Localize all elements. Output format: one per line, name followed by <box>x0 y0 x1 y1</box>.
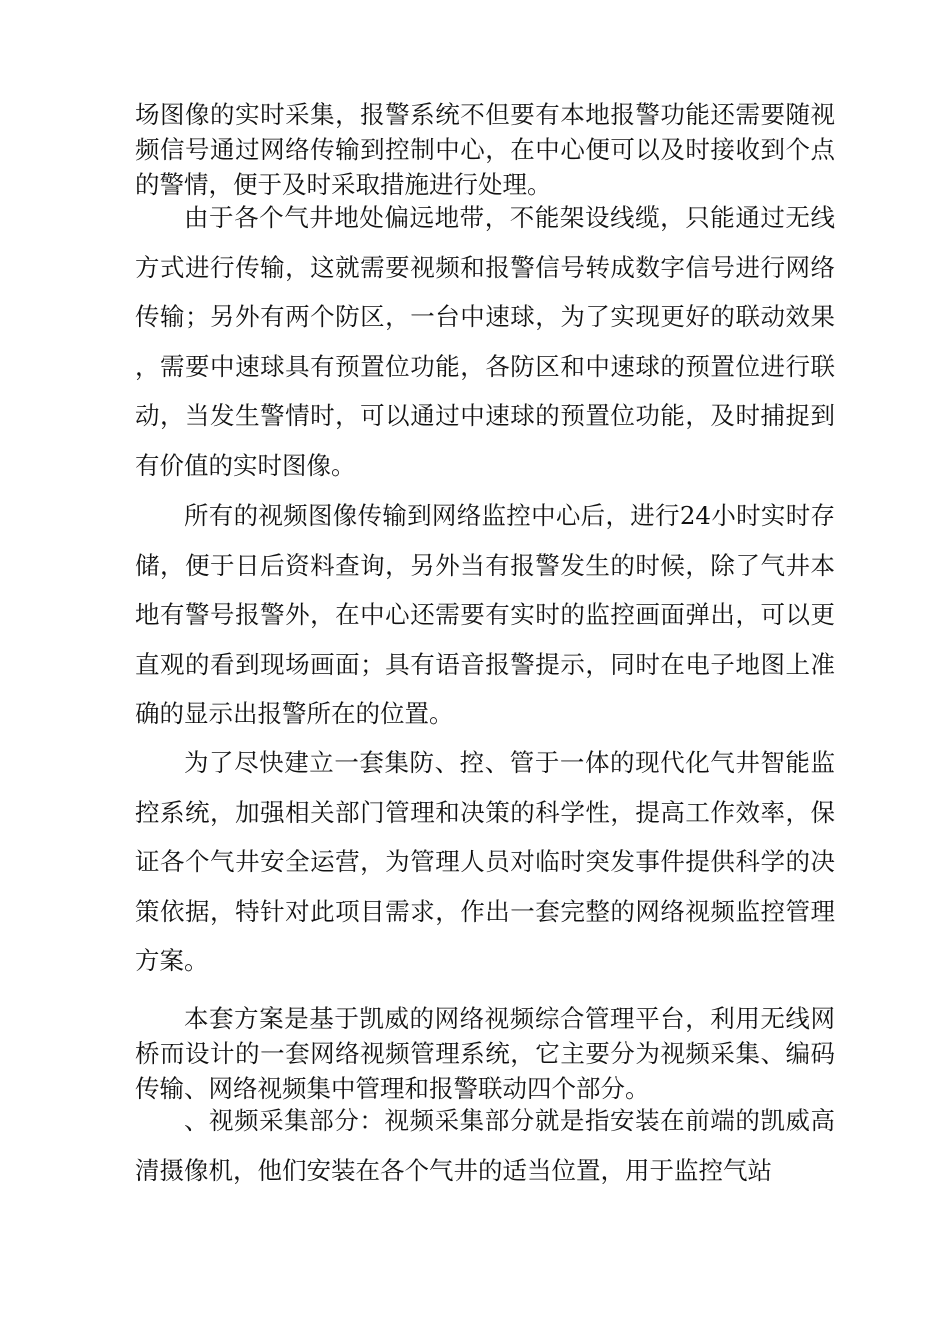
paragraph-video-capture: 、视频采集部分：视频采集部分就是指安装在前端的凯威高清摄像机，他们安装在各个气井的适当位置，用于监控气站 <box>135 1106 835 1185</box>
paragraph-alarm-transmission: 场图像的实时采集，报警系统不但要有本地报警功能还需要随视频信号通过网络传输到控制中心，在中心便可以及时接收到个点的警情，便于及时采取措施进行处理。 <box>135 100 835 199</box>
paragraph-storage-and-alarm: 所有的视频图像传输到网络监控中心后，进行24小时实时存储，便于日后资料查询，另外当有报警发生的时候，除了气井本地有警号报警外，在中心还需要有实时的监控画面弹出，可以更直观的看到现场画面；具有语音报警提示，同时在电子地图上准确的显示出报警所在的位置。 <box>135 501 835 728</box>
paragraph-solution-overview: 本套方案是基于凯威的网络视频综合管理平台，利用无线网桥而设计的一套网络视频管理系统，它主要分为视频采集、编码传输、网络视频集中管理和报警联动四个部分。 <box>135 1004 835 1103</box>
paragraph-wireless-transmission: 由于各个气井地处偏远地带，不能架设线缆，只能通过无线方式进行传输，这就需要视频和报警信号转成数字信号进行网络传输；另外有两个防区，一台中速球，为了实现更好的联动效果，需要中速球具有预置位功能，各防区和中速球的预置位进行联动，当发生警情时，可以通过中速球的预置位功能，及时捕捉到有价值的实时图像。 <box>135 203 835 480</box>
paragraph-system-goal: 为了尽快建立一套集防、控、管于一体的现代化气井智能监控系统，加强相关部门管理和决策的科学性，提高工作效率，保证各个气井安全运营，为管理人员对临时突发事件提供科学的决策依据，特针对此项目需求，作出一套完整的网络视频监控管理方案。 <box>135 748 835 975</box>
